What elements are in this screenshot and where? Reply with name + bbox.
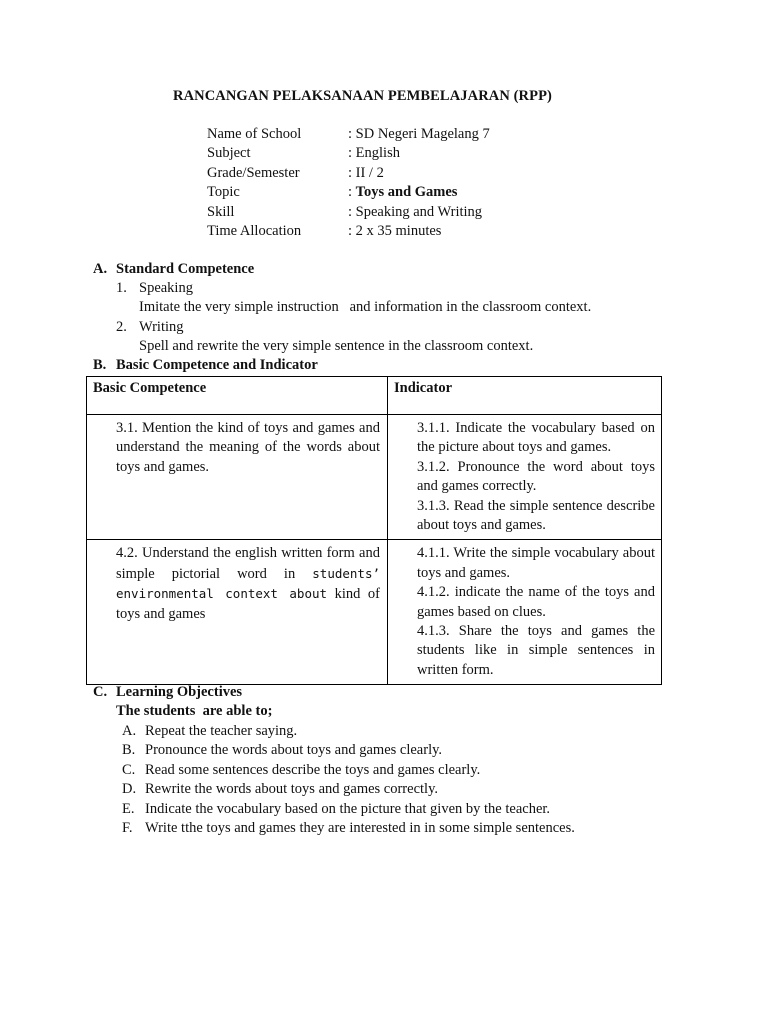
section-letter: A. — [93, 261, 108, 277]
document-title: RANCANGAN PELAKSANAAN PEMBELAJARAN (RPP) — [173, 88, 552, 104]
item-letter: D. — [122, 781, 137, 798]
section-a-heading — [93, 261, 254, 278]
standard-item-1 — [116, 280, 193, 297]
header-indicator: Indicator — [388, 377, 662, 415]
info-value — [348, 183, 457, 202]
item-title: Writing — [139, 319, 184, 335]
header-basic-competence: Basic Competence — [87, 377, 388, 415]
indicator-text: 3.1.1. Indicate the vocabulary based on the picture about toys and games. — [417, 420, 655, 456]
item-number: 2. — [116, 319, 127, 335]
item-text: Write tthe toys and games they are interested in in some simple sentences. — [145, 819, 575, 836]
item-text: Rewrite the words about toys and games correctly. — [145, 781, 439, 798]
item-number: 1. — [116, 280, 127, 296]
item-title: Speaking — [139, 280, 193, 296]
item-letter: F. — [122, 819, 133, 836]
item-letter: C. — [122, 761, 136, 778]
info-value: : Speaking and Writing — [348, 203, 483, 220]
info-row-grade — [207, 164, 490, 183]
indicator-text: 4.1.2. indicate the name of the toys and games based on clues. — [417, 584, 655, 620]
info-row-school — [207, 125, 490, 144]
info-row-skill — [207, 203, 490, 222]
competence-table — [86, 376, 662, 685]
item-text: Pronounce the words about toys and games clearly. — [145, 742, 443, 759]
list-item — [116, 800, 575, 819]
standard-item-2-text: Spell and rewrite the very simple sentence in the classroom context. — [139, 338, 534, 354]
competence-text-part: 4.2. Understand the english written form and simple pictorial word in — [116, 545, 380, 582]
section-title: Standard Competence — [116, 261, 255, 277]
indicator-text: 4.1.3. Share the toys and games the students like in simple sentences in written form. — [417, 623, 655, 678]
standard-item-2 — [116, 319, 184, 336]
info-value: : English — [348, 145, 400, 162]
item-text: Indicate the vocabulary based on the picture that given by the teacher. — [145, 800, 551, 817]
competence-text-part: students’ environmental context about — [116, 565, 381, 602]
info-label: Time Allocation — [207, 222, 302, 239]
info-label: Subject — [207, 145, 251, 162]
table-header-row — [87, 377, 662, 415]
list-item — [116, 722, 575, 741]
info-label: Grade/Semester — [207, 164, 300, 181]
section-letter: B. — [93, 357, 107, 373]
competence-text-part: kind of toys and games — [116, 586, 380, 622]
topic-value: Toys and Games — [355, 184, 458, 201]
section-c-heading — [93, 684, 242, 701]
info-value: : 2 x 35 minutes — [348, 222, 442, 239]
item-letter: A. — [122, 723, 137, 739]
info-row-topic — [207, 183, 490, 202]
section-letter: C. — [93, 684, 108, 700]
info-value: : SD Negeri Magelang 7 — [348, 126, 490, 142]
item-letter: B. — [122, 742, 136, 759]
list-item — [116, 741, 575, 760]
table-row — [87, 415, 662, 540]
section-b-heading — [93, 357, 318, 374]
list-item — [116, 819, 575, 838]
info-value: : II / 2 — [348, 164, 384, 181]
standard-item-1-text: Imitate the very simple instruction and information in the classroom context. — [139, 299, 592, 315]
indicator-text: 3.1.2. Pronounce the word about toys and games correctly. — [417, 458, 655, 495]
list-item — [116, 780, 575, 799]
indicator-cell — [388, 415, 662, 540]
indicator-text: 3.1.3. Read the simple sentence describe about toys and games. — [417, 497, 655, 534]
info-label: Name of School — [207, 126, 302, 142]
info-value-prefix: : — [348, 184, 356, 201]
competence-text: 3.1. Mention the kind of toys and games and understand the meaning of the words about toys and games. — [116, 420, 380, 475]
info-label: Topic — [207, 184, 240, 201]
item-text: Repeat the teacher saying. — [145, 723, 298, 739]
table-row — [87, 540, 662, 685]
section-title: Basic Competence and Indicator — [116, 357, 318, 373]
section-title: Learning Objectives — [116, 684, 243, 700]
info-label: Skill — [207, 203, 235, 220]
item-letter: E. — [122, 800, 135, 817]
objectives-list — [116, 722, 575, 838]
competence-cell — [87, 540, 388, 685]
indicator-cell — [388, 540, 662, 685]
info-row-subject — [207, 144, 490, 163]
objectives-subtitle: The students are able to; — [116, 703, 273, 719]
list-item — [116, 761, 575, 780]
competence-text — [116, 544, 380, 624]
lesson-info — [207, 125, 490, 241]
indicator-text: 4.1.1. Write the simple vocabulary about toys and games. — [417, 545, 655, 581]
info-row-time — [207, 222, 490, 241]
item-text: Read some sentences describe the toys and games clearly. — [145, 761, 481, 778]
competence-cell — [87, 415, 388, 540]
